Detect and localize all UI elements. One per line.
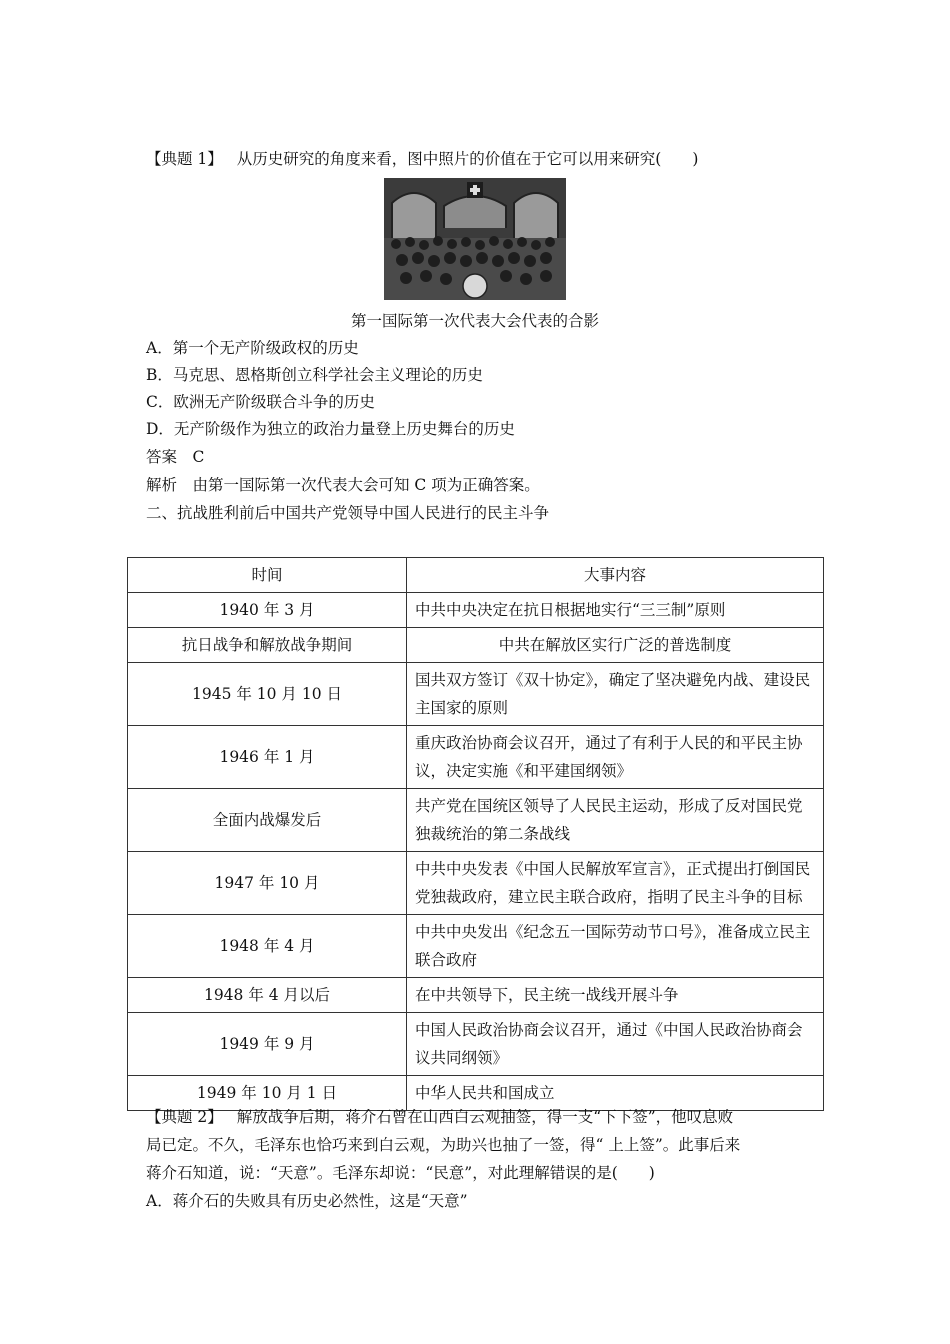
header-time: 时间 [128,558,407,593]
row-time: 1949 年 10 月 1 日 [128,1076,407,1111]
table-row [128,978,824,1013]
table-row [128,663,824,726]
row-time: 1949 年 9 月 [128,1013,407,1076]
row-time: 抗日战争和解放战争期间 [128,628,407,663]
example2-line-3: 蒋介石知道，说：“天意”。毛泽东却说：“民意”，对此理解错误的是( ) [146,1164,655,1182]
table-row [128,789,824,852]
row-event: 中华人民共和国成立 [407,1076,824,1111]
row-time: 1948 年 4 月以后 [128,978,407,1013]
row-time: 1946 年 1 月 [128,726,407,789]
row-event: 中共中央发表《中国人民解放军宣言》，正式提出打倒国民党独裁政府，建立民主联合政府，指明了民主斗争的目标 [407,852,824,915]
table-row [128,593,824,628]
example2-line-2: 局已定。不久，毛泽东也恰巧来到白云观，为助兴也抽了一签，得“ 上上签”。此事后来 [146,1136,741,1154]
table-row [128,1013,824,1076]
table-row [128,726,824,789]
example2-text-1: 解放战争后期，蒋介石曾在山西白云观抽签，得一支“下下签”，他叹息败 [236,1108,734,1126]
row-time: 1947 年 10 月 [128,852,407,915]
header-event: 大事内容 [407,558,824,593]
example2-option-a: A．蒋介石的失败具有历史必然性，这是“天意” [146,1192,468,1210]
example2-label: 【典题 2】 [146,1108,223,1126]
row-event: 国共双方签订《双十协定》，确定了坚决避免内战、建设民主国家的原则 [407,663,824,726]
analysis: 解析 由第一国际第一次代表大会可知 C 项为正确答案。 [146,476,540,494]
row-event: 中共在解放区实行广泛的普选制度 [407,628,824,663]
group-photo-image [384,178,566,300]
section-heading: 二、抗战胜利前后中国共产党领导中国人民进行的民主斗争 [146,504,550,522]
table-row [128,628,824,663]
row-event: 共产党在国统区领导了人民民主运动，形成了反对国民党独裁统治的第二条战线 [407,789,824,852]
example2-line-1 [146,1106,733,1128]
row-event: 中共中央决定在抗日根据地实行“三三制”原则 [407,593,824,628]
answer: 答案 C [146,448,205,466]
photo-caption: 第一国际第一次代表大会代表的合影 [350,312,599,330]
option-c: C．欧洲无产阶级联合斗争的历史 [146,393,375,411]
row-time: 1940 年 3 月 [128,593,407,628]
option-b: B．马克思、恩格斯创立科学社会主义理论的历史 [146,366,483,384]
row-event: 中国人民政治协商会议召开，通过《中国人民政治协商会议共同纲领》 [407,1013,824,1076]
row-time: 1948 年 4 月 [128,915,407,978]
example1-question-text: 从历史研究的角度来看，图中照片的价值在于它可以用来研究( ) [236,150,699,168]
row-event: 在中共领导下，民主统一战线开展斗争 [407,978,824,1013]
option-a: A．第一个无产阶级政权的历史 [146,339,359,357]
row-time: 1945 年 10 月 10 日 [128,663,407,726]
table-row [128,915,824,978]
group-photo [384,178,566,300]
example1-question [146,148,698,170]
example1-label: 【典题 1】 [146,150,223,168]
table-header-row [128,558,824,593]
row-event: 中共中央发出《纪念五一国际劳动节口号》，准备成立民主联合政府 [407,915,824,978]
option-d: D．无产阶级作为独立的政治力量登上历史舞台的历史 [146,420,515,438]
events-table [127,557,824,1111]
row-event: 重庆政治协商会议召开，通过了有利于人民的和平民主协议，决定实施《和平建国纲领》 [407,726,824,789]
row-time: 全面内战爆发后 [128,789,407,852]
table-row [128,852,824,915]
